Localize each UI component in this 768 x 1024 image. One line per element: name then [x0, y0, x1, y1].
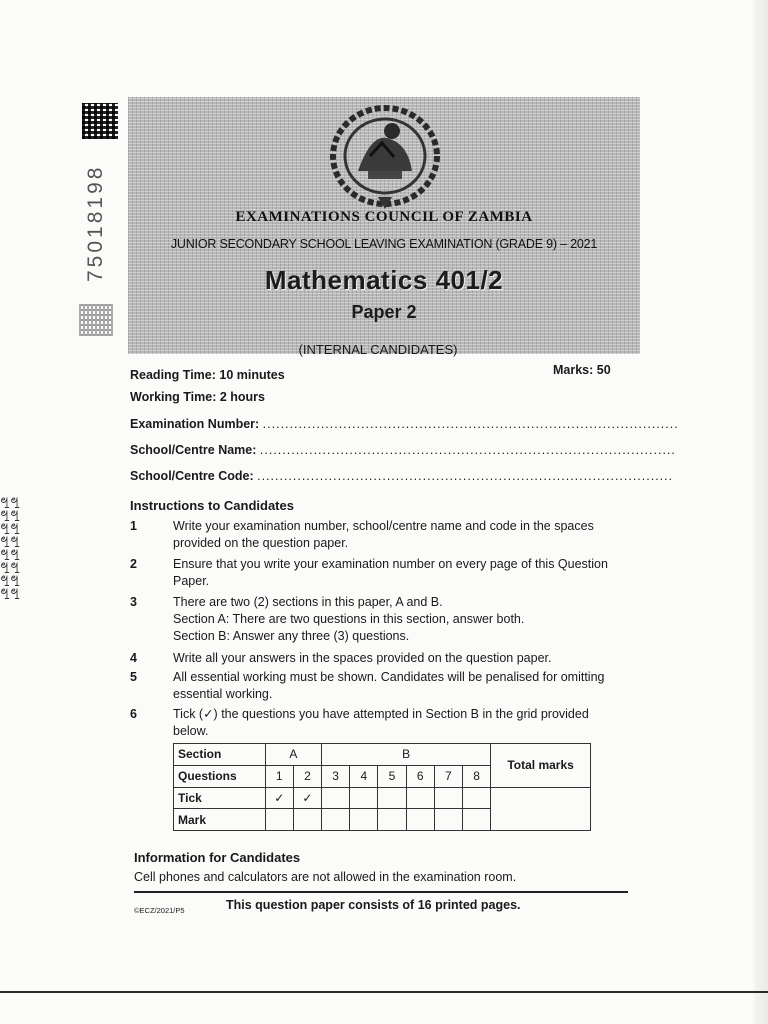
footer-divider — [134, 891, 628, 893]
mark-cell — [406, 809, 434, 831]
instruction-number: 6 — [130, 707, 137, 721]
tick-cell[interactable] — [350, 787, 378, 809]
tick-cell[interactable] — [406, 787, 434, 809]
school-code-label: School/Centre Code: — [130, 469, 254, 483]
instruction-number: 4 — [130, 651, 137, 665]
instruction-text: Section A: There are two questions in this section, answer both. — [173, 612, 525, 626]
instruction-item — [130, 594, 610, 648]
security-code — [79, 304, 113, 336]
question-cell: 1 — [265, 765, 293, 787]
instructions-title: Instructions to Candidates — [130, 498, 294, 513]
header-banner — [128, 97, 640, 354]
qr-code — [82, 103, 118, 139]
question-cell: 7 — [434, 765, 462, 787]
tick-cell[interactable] — [462, 787, 490, 809]
scan-edge-line — [0, 991, 768, 993]
instruction-text: Tick (✓) the questions you have attempted in Section B in the grid provided below. — [173, 707, 589, 738]
tick-cell[interactable] — [434, 787, 462, 809]
instruction-item — [130, 518, 610, 554]
mark-cell — [434, 809, 462, 831]
tick-cell[interactable] — [322, 787, 350, 809]
section-label: Section — [174, 744, 266, 766]
school-code-field[interactable] — [130, 469, 673, 483]
instruction-item — [130, 669, 610, 705]
page-count: This question paper consists of 16 printed pages. — [226, 898, 521, 912]
total-marks: Marks: 50 — [553, 363, 611, 377]
instruction-text: Write your examination number, school/centre name and code in the spaces provided on the question paper. — [173, 519, 594, 550]
school-code-dots: ............................................................................................. — [257, 469, 674, 483]
coat-of-arms-icon — [320, 101, 450, 216]
information-title: Information for Candidates — [134, 850, 301, 865]
tick-cell[interactable] — [378, 787, 406, 809]
council-name: EXAMINATIONS COUNCIL OF ZAMBIA — [235, 209, 533, 225]
tick-cell[interactable]: ✓ — [293, 787, 321, 809]
margin-security-mark: ꔡꔡꔡꔡꔡꔡꔡꔡꔡꔡꔡꔡꔡꔡꔡꔡ — [0, 497, 21, 602]
tick-grid — [173, 743, 591, 831]
school-name-field[interactable] — [130, 443, 676, 457]
reading-time: Reading Time: 10 minutes — [130, 368, 285, 382]
instruction-number: 3 — [130, 595, 137, 609]
candidate-type: (INTERNAL CANDIDATES) — [298, 342, 458, 357]
instruction-text: Section B: Answer any three (3) questions. — [173, 629, 410, 643]
instruction-item — [130, 650, 610, 668]
mark-cell — [293, 809, 321, 831]
instruction-number: 1 — [130, 519, 137, 533]
instruction-number: 2 — [130, 557, 137, 571]
mark-cell — [265, 809, 293, 831]
tick-cell[interactable]: ✓ — [265, 787, 293, 809]
questions-label: Questions — [174, 765, 266, 787]
total-marks-header: Total marks — [491, 744, 591, 788]
question-cell: 4 — [350, 765, 378, 787]
instruction-text: Write all your answers in the spaces provided on the question paper. — [173, 651, 552, 665]
total-marks-cell — [491, 787, 591, 831]
mark-cell — [378, 809, 406, 831]
page-edge-shade — [754, 0, 768, 1024]
section-b-header: B — [322, 744, 491, 766]
mark-cell — [322, 809, 350, 831]
exam-number-label: Examination Number: — [130, 417, 260, 431]
copyright: ©ECZ/2021/P5 — [134, 906, 185, 915]
serial-number: 75018198 — [84, 164, 107, 282]
section-a-header: A — [265, 744, 321, 766]
instruction-text: Ensure that you write your examination number on every page of this Question Paper. — [173, 557, 608, 588]
question-cell: 8 — [462, 765, 490, 787]
question-cell: 6 — [406, 765, 434, 787]
question-cell: 3 — [322, 765, 350, 787]
instruction-item — [130, 556, 610, 592]
working-time: Working Time: 2 hours — [130, 390, 265, 404]
information-text: Cell phones and calculators are not allowed in the examination room. — [134, 870, 517, 884]
mark-cell — [462, 809, 490, 831]
question-cell: 2 — [293, 765, 321, 787]
exam-number-field[interactable] — [130, 417, 679, 431]
instruction-item — [130, 706, 610, 742]
question-cell: 5 — [378, 765, 406, 787]
mark-cell — [350, 809, 378, 831]
tick-label: Tick — [174, 787, 266, 809]
instruction-text: All essential working must be shown. Candidates will be penalised for omitting essential working. — [173, 670, 605, 701]
mark-label: Mark — [174, 809, 266, 831]
exam-number-dots: ............................................................................................. — [262, 417, 679, 431]
subject-title: Mathematics 401/2 — [264, 265, 504, 295]
paper-number: Paper 2 — [351, 302, 417, 322]
instruction-text: There are two (2) sections in this paper, A and B. — [173, 595, 443, 609]
exam-name: JUNIOR SECONDARY SCHOOL LEAVING EXAMINATION (GRADE 9) – 2021 — [170, 237, 598, 251]
school-name-dots: ............................................................................................. — [259, 443, 676, 457]
instruction-number: 5 — [130, 670, 137, 684]
school-name-label: School/Centre Name: — [130, 443, 257, 457]
